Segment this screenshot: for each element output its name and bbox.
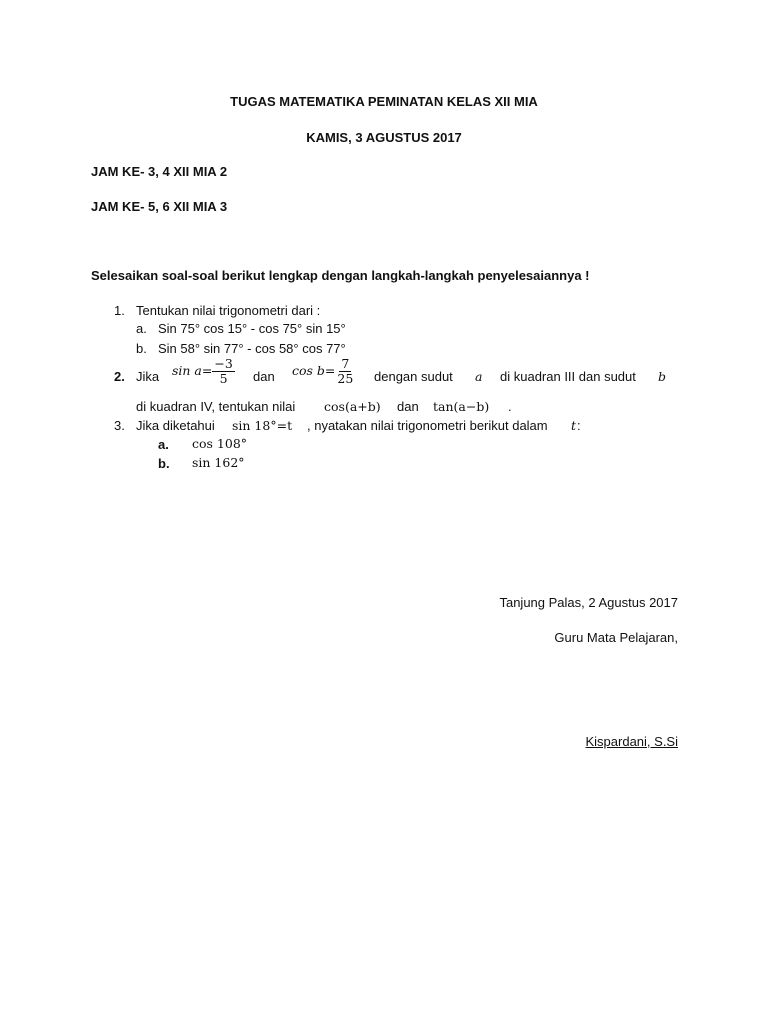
q1a-text: Sin 75° cos 15° - cos 75° sin 15° xyxy=(158,321,346,336)
q1-text: Tentukan nilai trigonometri dari : xyxy=(136,303,321,318)
q3b-label: b. xyxy=(158,456,170,471)
session-line-1: JAM KE- 3, 4 XII MIA 2 xyxy=(91,164,228,179)
q1b-text: Sin 58° sin 77° - cos 58° cos 77° xyxy=(158,341,346,356)
q2-kuadran-3: di kuadran III dan sudut xyxy=(500,369,636,384)
teacher-name: Kispardani, S.Si xyxy=(585,734,678,749)
q3a-label: a. xyxy=(158,437,169,452)
sin-a-denominator: 5 xyxy=(219,371,228,386)
q2-dan-1: dan xyxy=(253,369,275,384)
sin-a-fraction xyxy=(212,357,234,386)
q2-var-b: b xyxy=(658,369,667,384)
q1a-label: a. xyxy=(136,321,147,336)
teacher-role: Guru Mata Pelajaran, xyxy=(554,630,678,645)
cos-b-lhs: cos b= xyxy=(292,363,336,378)
doc-title: TUGAS MATEMATIKA PEMINATAN KELAS XII MIA xyxy=(230,94,538,109)
q2-number: 2. xyxy=(114,369,125,384)
q3-text-2: , nyatakan nilai trigonometri berikut dalam xyxy=(307,418,548,433)
doc-date: KAMIS, 3 AGUSTUS 2017 xyxy=(306,130,462,145)
sin-a-numerator: −3 xyxy=(214,356,233,371)
sin-a-equation xyxy=(172,357,235,386)
q3-given: sin 18°=t xyxy=(232,418,293,433)
q2-jika: Jika xyxy=(136,369,160,384)
q2-kuadran-4: di kuadran IV, tentukan nilai xyxy=(136,399,296,414)
q3-number: 3. xyxy=(114,418,125,433)
session-line-2: JAM KE- 5, 6 XII MIA 3 xyxy=(91,199,228,214)
cos-b-equation xyxy=(292,357,355,386)
sin-a-lhs: sin a= xyxy=(172,363,213,378)
q2-period: . xyxy=(508,399,512,414)
q1b-label: b. xyxy=(136,341,147,356)
cos-b-numerator: 7 xyxy=(341,356,350,371)
q3b-expr: sin 162° xyxy=(192,455,245,470)
q3-text-1: Jika diketahui xyxy=(136,418,215,433)
q2-dengan-sudut: dengan sudut xyxy=(374,369,453,384)
place-date: Tanjung Palas, 2 Agustus 2017 xyxy=(499,595,678,610)
instruction: Selesaikan soal-soal berikut lengkap dengan langkah-langkah penyelesaiannya ! xyxy=(91,268,590,283)
cos-b-denominator: 25 xyxy=(337,371,354,386)
q3-colon: : xyxy=(577,418,581,433)
q2-dan-2: dan xyxy=(397,399,419,414)
q3a-expr: cos 108° xyxy=(192,436,248,451)
cos-b-fraction xyxy=(335,357,355,386)
q2-expr-tan: tan(a−b) xyxy=(433,399,490,414)
q2-var-a: a xyxy=(475,369,483,384)
q2-expr-cos: cos(a+b) xyxy=(324,399,381,414)
q1-number: 1. xyxy=(114,303,125,318)
q3-var-t: t xyxy=(571,418,577,433)
